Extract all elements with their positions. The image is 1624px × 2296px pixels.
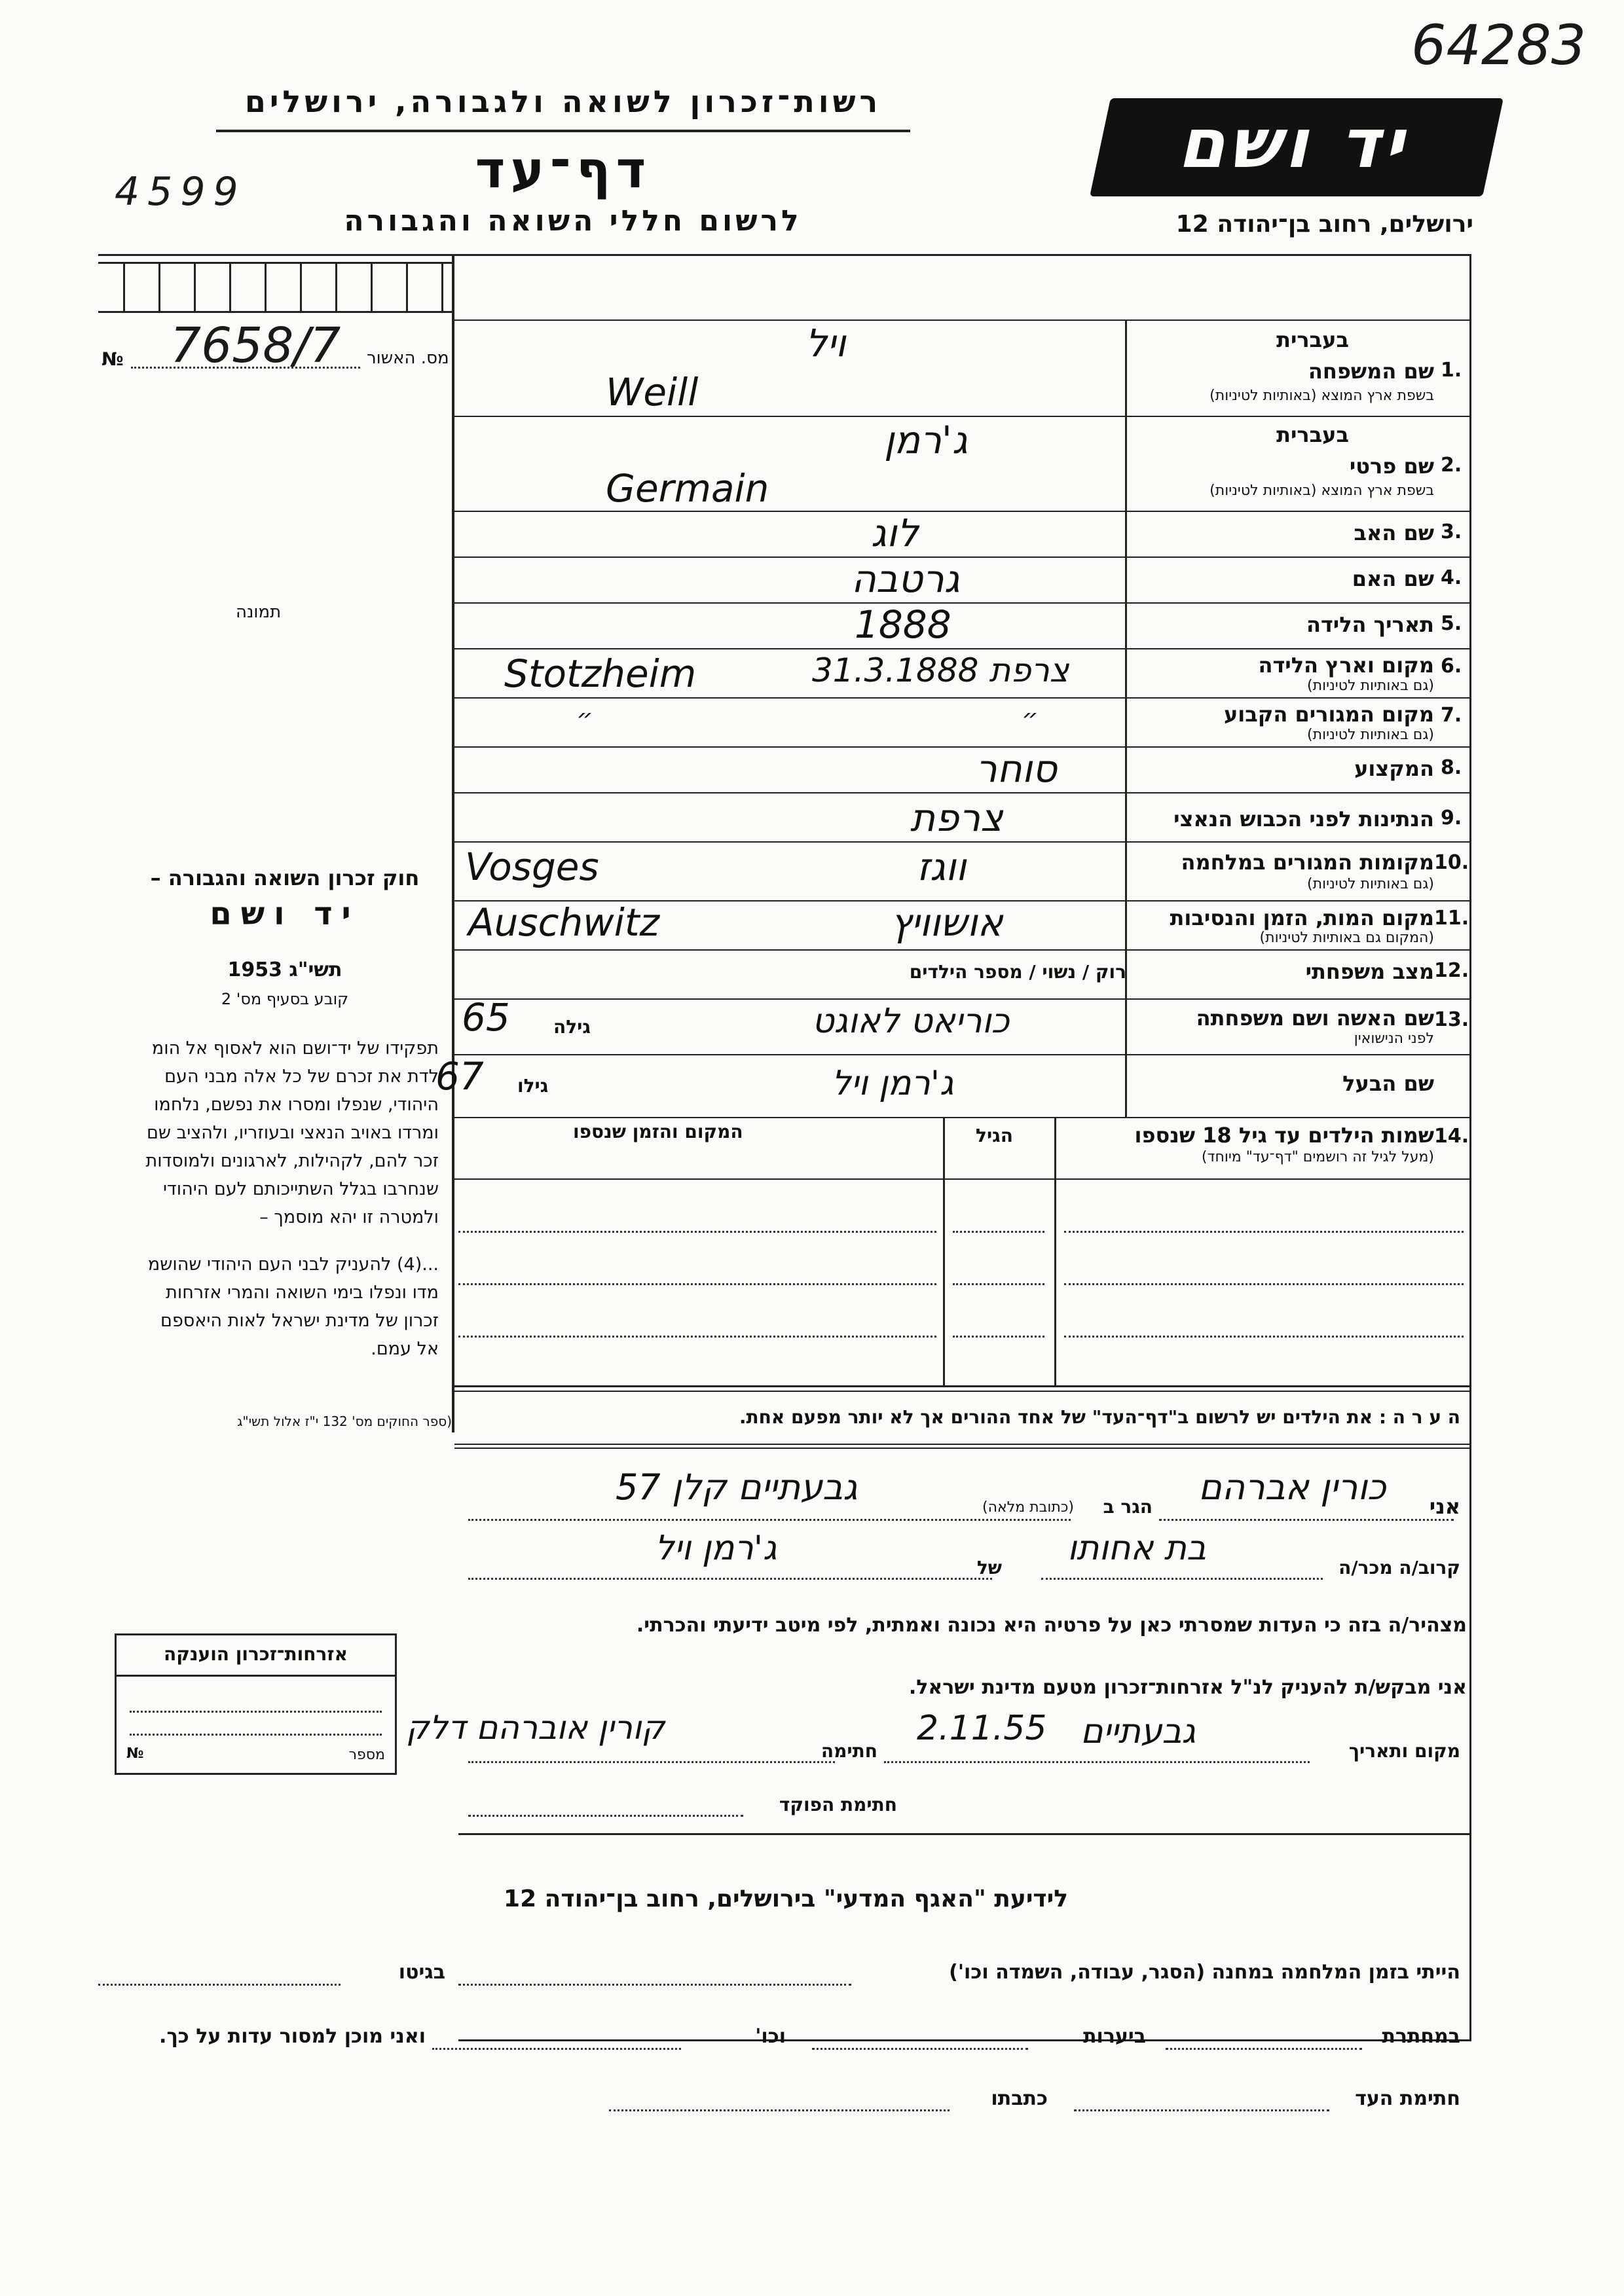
decl-place-date-label: מקום ותאריך [1348, 1740, 1460, 1762]
decl-of-name: ג'רמן ויל [655, 1529, 777, 1568]
row-rule-5 [454, 648, 1469, 649]
law-body-7: ...(4) להעניק לבני העם היהודי שהושמ [147, 1254, 439, 1275]
children-col-age: הגיל [976, 1125, 1013, 1146]
field3-value: לוג [871, 511, 919, 555]
citizenship-mark: № [126, 1745, 144, 1762]
field11-value-hebrew: אושוויץ [891, 900, 1003, 945]
bottom-line2-c: וכו' [755, 2025, 786, 2048]
children-col-place: המקום והזמן שנספו [573, 1121, 743, 1142]
field11-label: מקום המות, הזמן והנסיבות [1170, 905, 1434, 930]
law-line4: קובע בסעיף מס' 2 [221, 990, 349, 1008]
field14-num: 14. [1434, 1125, 1469, 1148]
field10-note: (גם באותיות לטיניות) [1307, 876, 1434, 892]
field13-note: לפני הנישואין [1354, 1030, 1434, 1047]
field1-hebrew-tag: בעברית [1276, 327, 1349, 352]
field11-note: (המקום גם באותיות לטיניות) [1259, 930, 1434, 946]
children-col-divider-2 [1054, 1117, 1056, 1385]
law-line3: תשי"ג 1953 [227, 958, 342, 981]
frame-right [1469, 254, 1471, 2041]
bottom-title: לידיעת "האגף המדעי" בירושלים, רחוב בן־יהודה 12 [504, 1886, 1068, 1912]
children-bottom-rule [454, 1385, 1469, 1387]
husband-label: שם הבעל [1342, 1071, 1434, 1096]
field10-value-hebrew: ווגז [917, 845, 967, 889]
decl-statement: מצהיר/ה בזה כי העדות שמסרתי כאן על פרטיה היא נכונה ואמתית, לפי מיטב ידיעתי והכרתי. [636, 1614, 1467, 1637]
field7-label: מקום המגורים הקבוע [1223, 702, 1434, 727]
field9-num: 9. [1441, 807, 1462, 829]
remark-bottom-rule-2 [454, 1448, 1469, 1449]
row-rule-top [454, 319, 1469, 321]
field10-label: מקומות המגורים במלחמה [1181, 850, 1434, 875]
row-rule-12 [454, 998, 1469, 1000]
field5-label: תאריך הלידה [1306, 612, 1434, 637]
husband-age: 67 [435, 1054, 484, 1099]
husband-age-label: גילו [517, 1075, 549, 1097]
archive-number: 64283 [1411, 13, 1587, 77]
remark-bottom-rule [454, 1444, 1469, 1445]
yad-vashem-logo [1090, 98, 1504, 196]
field4-label: שם האם [1352, 566, 1434, 591]
field12-label: מצב משפחתי [1305, 959, 1434, 984]
field6-label: מקום וארץ הלידה [1258, 653, 1434, 678]
decl-signature-line [468, 1761, 835, 1763]
citizenship-title: אזרחות־זכרון הוענקה [164, 1643, 348, 1665]
row-rule-1 [454, 416, 1469, 417]
photo-label: תמונה [236, 602, 282, 622]
law-body-1: לדת את זכרם של כל אלה מבני העם [164, 1066, 439, 1087]
official-signature-label: חתימת הפוקד [779, 1794, 897, 1815]
law-line1: חוק זכרון השואה והגבורה – [150, 866, 420, 890]
field4-value: גרטבה [851, 556, 960, 601]
decl-place-date-line [884, 1761, 1310, 1763]
decl-relation: בת אחותו [1067, 1529, 1207, 1568]
field11-value-latin: Auschwitz [468, 900, 660, 945]
law-body-9: זכרון של מדינת ישראל לאות היאספם [160, 1311, 439, 1331]
citizenship-box [115, 1633, 397, 1775]
decl-place: גבעתיים [1080, 1712, 1196, 1751]
decl-of-label: של [976, 1557, 1002, 1578]
field1-label: שם המשפחה [1308, 359, 1434, 384]
row-rule-4 [454, 602, 1469, 604]
children-header-rule [454, 1178, 1469, 1180]
field7-value-latin: ״ [576, 704, 593, 734]
row-rule-6 [454, 697, 1469, 699]
ruler-ticks [98, 262, 452, 313]
row-rule-7 [454, 746, 1469, 748]
approval-label: מס. האשור [367, 348, 449, 368]
field11-num: 11. [1434, 907, 1469, 930]
form-subtitle: לרשום חללי השואה והגבורה [344, 204, 802, 238]
row-rule-11 [454, 949, 1469, 951]
field8-label: המקצוע [1354, 756, 1434, 781]
decl-relation-line [1041, 1578, 1323, 1580]
bottom-line2-dots-b [812, 2048, 1028, 2050]
field6-value-latin: Stotzheim [504, 651, 697, 696]
remark: ה ע ר ה : את הילדים יש לרשום ב"דף־העד" של אחד ההורים אך לא יותר מפעם אחת. [739, 1406, 1460, 1428]
law-body-5: שנחרבו בגלל השתייכותם לעם היהודי [162, 1179, 439, 1199]
frame-vertical-labels [1125, 319, 1127, 1117]
field8-num: 8. [1441, 756, 1462, 779]
field8-value: סוחר [976, 746, 1058, 791]
row-rule-3 [454, 556, 1469, 558]
field1-num: 1. [1441, 359, 1462, 382]
decl-of-line [468, 1578, 992, 1580]
law-body-3: ומרדו באויב הנאצי ובעוזריו, ולהציב שם [146, 1123, 439, 1143]
approval-mark: № [101, 348, 124, 370]
frame-bottom-rule [458, 2039, 1470, 2041]
bottom-line3-a: חתימת העד [1355, 2087, 1460, 2110]
field2-num: 2. [1441, 454, 1462, 477]
decl-address: גבעתיים קלן 57 [616, 1467, 858, 1508]
official-signature-line [468, 1815, 743, 1817]
decl-signature: קורין אוברהם דלק [406, 1709, 665, 1747]
decl-request: אני מבקש/ת להעניק לנ"ל אזרחות־זכרון מטעם מדינת ישראל. [908, 1676, 1467, 1699]
field7-note: (גם באותיות לטיניות) [1307, 727, 1434, 743]
field1-value-hebrew: ויל [805, 321, 846, 365]
field9-value: צרפת [910, 795, 1003, 840]
field7-value-hebrew: ״ [1022, 704, 1039, 734]
field5-num: 5. [1441, 612, 1462, 635]
field12-options: רוק / נשוי / מספר הילדים [909, 961, 1126, 983]
field6-num: 6. [1441, 655, 1462, 678]
law-line2: יד ושם [210, 896, 360, 932]
field3-label: שם האב [1354, 520, 1434, 545]
decl-residing: הגר ב [1103, 1496, 1153, 1518]
authority-underline [216, 130, 910, 132]
field1-note: בשפת ארץ המוצא (באותיות לטיניות) [1209, 388, 1434, 404]
decl-address-line [468, 1519, 1071, 1521]
bottom-line1-a: הייתי בזמן המלחמה במחנה (הסגר, עבודה, השמדה וכו') [949, 1961, 1460, 1984]
bottom-line3-dots-a [1074, 2109, 1329, 2111]
law-body-8: מדו ונפלו בימי השואה והמרי אזרחות [166, 1283, 439, 1303]
husband-value: ג'רמן ויל [832, 1064, 954, 1103]
decl-bottom-rule [458, 1833, 1470, 1835]
bottom-line1-b: בגיטו [398, 1961, 445, 1984]
row-rule-2 [454, 511, 1469, 512]
decl-name: כורין אברהם [1198, 1467, 1386, 1508]
bottom-line1-dots-a [458, 1984, 851, 1986]
field6-value-hebrew: צרפת 31.3.1888 [812, 651, 1069, 689]
law-body-2: היהודי, שנפלו ומסרו את נפשם, נלחמו [154, 1095, 439, 1115]
law-body-0: תפקידו של יד־ושם הוא לאסוף אל הומ [151, 1038, 439, 1059]
citizenship-number-label: מספר [348, 1747, 385, 1763]
row-rule-9 [454, 841, 1469, 843]
field1-value-latin: Weill [606, 370, 699, 414]
decl-i: אני [1429, 1494, 1460, 1519]
bottom-line2-dots-c [432, 2048, 681, 2050]
children-col-divider-1 [943, 1117, 945, 1385]
field12-num: 12. [1434, 959, 1469, 982]
field14-label: שמות הילדים עד גיל 18 שנספו [1134, 1123, 1434, 1148]
decl-address-note: (כתובת מלאה) [982, 1499, 1074, 1516]
remark-top-rule [454, 1391, 1469, 1392]
field2-value-hebrew: ג'רמן [884, 418, 968, 462]
field6-note: (גם באותיות לטיניות) [1307, 678, 1434, 694]
field13-num: 13. [1434, 1008, 1469, 1031]
frame-vertical-left [452, 254, 454, 1432]
bottom-line3-b: כתבתו [991, 2087, 1048, 2110]
bottom-line2-b: ביערות [1083, 2025, 1146, 2048]
field2-hebrew-tag: בעברית [1276, 422, 1349, 447]
field10-num: 10. [1434, 851, 1469, 874]
field13-label: שם האשה ושם משפחתה [1196, 1006, 1434, 1030]
law-body-10: אל עמם. [371, 1339, 439, 1359]
field14-note: (מעל לגיל זה רושמים "דף־עד" מיוחד) [1201, 1149, 1434, 1165]
bottom-line2-d: ואני מוכן למסור עדות על כך. [159, 2025, 426, 2048]
bottom-line2-a: במחתרת [1382, 2025, 1460, 2048]
form-title: דף־עד [475, 141, 652, 200]
field13-age: 65 [462, 995, 510, 1040]
row-rule-8 [454, 792, 1469, 793]
field5-value: 1888 [855, 602, 951, 647]
decl-relation-label: קרוב/ה מכר/ה [1338, 1557, 1460, 1578]
field2-note: בשפת ארץ המוצא (באותיות לטיניות) [1209, 483, 1434, 499]
field2-label: שם פרטי [1349, 454, 1434, 479]
approval-number: 7658/7 [170, 318, 341, 374]
decl-signature-label: חתימה [821, 1740, 877, 1762]
bottom-line2-dots-a [1166, 2048, 1362, 2050]
address: ירושלים, רחוב בן־יהודה 12 [1175, 211, 1473, 238]
row-rule-13 [454, 1054, 1469, 1055]
bottom-line1-dots-b [98, 1984, 341, 1986]
law-footer: (ספר החוקים מס' 132 י"ז אלול תשי"ג [237, 1413, 452, 1429]
field7-num: 7. [1441, 704, 1462, 727]
page-number: 4599 [115, 169, 246, 215]
field4-num: 4. [1441, 566, 1462, 589]
decl-date: 2.11.55 [917, 1709, 1047, 1748]
field13-value: כוריאט לאוגט [812, 1002, 1010, 1041]
logo-text: יד ושם [1173, 103, 1421, 183]
field2-value-latin: Germain [606, 466, 769, 511]
field9-label: הנתינות לפני הכבוש הנאצי [1173, 807, 1434, 831]
law-body-4: זכר להם, לקהילות, לארגונים ולמוסדות [145, 1151, 439, 1171]
field10-value-latin: Vosges [465, 845, 599, 889]
field13-age-label: גילה [553, 1016, 591, 1038]
authority-title: רשות־זכרון לשואה ולגבורה, ירושלים [244, 84, 882, 119]
bottom-line3-dots-b [609, 2109, 950, 2111]
field3-num: 3. [1441, 520, 1462, 543]
frame-top [98, 254, 1470, 256]
decl-name-line [1159, 1519, 1454, 1521]
row-rule-husband [454, 1117, 1469, 1118]
law-body-6: ולמטרה זו יהא מוסמך – [259, 1207, 439, 1228]
